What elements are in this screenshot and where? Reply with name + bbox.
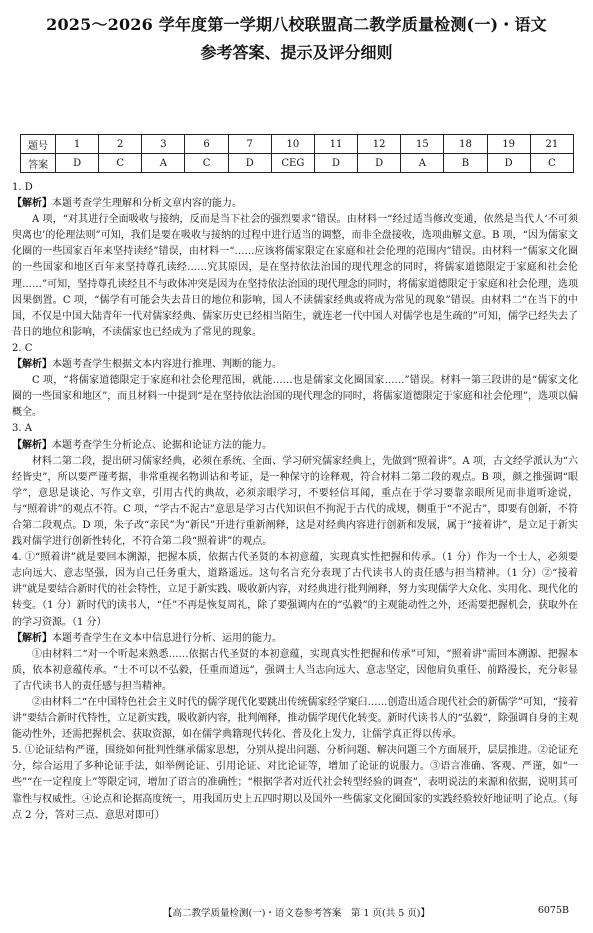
answer-table-row-numbers xyxy=(21,135,574,154)
question-answer-line: 5. ①论证结构严谨，围绕如何批判性继承儒家思想，分别从提出问题、分析问题、解决问题三个方面展开，层层推进。②论证充分，综合运用了多种论证手法，如举例论证、引用论证、对比论证等，增加了论证的说服力。③语言准确、客观、严谨，如“一些”“在一定程度上”等限定词，增加了语言的准确性；“根据学者对近代社会转型经验的调查”，表明说法的来源和依据，说明其可靠性与权威性。④论点和论据高度统一，用我国历史上五四时期以及国外一些儒家文化圈国家的实践经验较好地证明了论点。（每点 2 分，答对三点、意思对即可） xyxy=(12,745,578,821)
analysis-text: 本题考查学生根据文本内容进行推理、判断的能力。 xyxy=(52,359,282,371)
explanation-paragraph: ②由材料二“在中国特色社会主义时代的儒学现代化要跳出传统儒家经学窠臼……创造出适合现代社会的新儒学”可知，“接着讲”要结合新时代特性，立足新实践，吸收新内容，批判阐释，推动儒学现代化转变。新时代读书人的“弘毅”，除强调自身的主观能动性外，还需把握机会、获取资源，如在儒学典籍现代转化、普及化上发力，让儒学真正得以传承。 xyxy=(12,697,578,741)
question-number-cell: 10 xyxy=(271,135,314,154)
analysis-text: 本题考查学生理解和分析文章内容的能力。 xyxy=(52,198,242,210)
answer-cell: A xyxy=(401,154,444,173)
footer-code: 6075B xyxy=(537,905,569,916)
question-answer-line: 4. ①“照着讲”就是要回本溯源，把握本质，依据古代圣贤的本初意蕴，实现真实性把握和传承。（1 分）作为一个士人，必须要志向远大、意志坚强，因为自己任务重大，道路遥远。这句名言充分表现了古代读书人的责任感与担当精神。（1 分）②“接着讲”就是要结合新时代的社会特性，立足于新实践、吸收新内容，对经典进行批判阐释，努力实现儒学大众化、实用化、现代化的转变。（1 分）新时代的读书人，“任”不再是恢复周礼，除了要强调内在的“弘毅”的主观能动性之外，还需要把握机会，获取外在的学习资源。（1 分） xyxy=(12,552,578,628)
analysis-tag: 【解析】 xyxy=(12,359,52,371)
answer-table-row-answers xyxy=(21,154,574,173)
answer-cell: A xyxy=(142,154,185,173)
analysis-line xyxy=(12,357,578,373)
question-answer-line: 3. A xyxy=(12,423,32,435)
question-answer-line: 2. C xyxy=(12,342,33,354)
answer-table-header-number: 题号 xyxy=(21,135,56,154)
question-number-cell: 7 xyxy=(228,135,271,154)
question-number-cell: 1 xyxy=(56,135,99,154)
answer-table xyxy=(20,134,574,173)
question-number-cell: 21 xyxy=(530,135,573,154)
explanation-paragraph: 材料二第二段，提出研习儒家经典，必须在系统、全面、学习研究儒家经典上，先做到“照着讲”。A 项，古文经学派认为“六经皆史”，所以要严谨考据，非常重视名物训诂和考证，是一种保守的诠释观，符合材料二第二段的观点。B 项，颜之推强调“眼学”，意思是谈论、写作文章，引用古代的典故，必须亲眼学习，不要轻信耳闻，重点在于学习要靠亲眼所见而非道听途说，与“照着讲”的观点不符。C 项，“学古不泥古”意思是学习古代知识但不拘泥于古代的成规，侧重于“不泥古”，即要有创新，不符合第二段观点。D 项，朱子改“亲民”为“新民”开进行重新阐释，这是对经典内容进行创新和发展，属于“接着讲”，是立足于新实践对儒学进行创新性转化，不符合第二段“照着讲”的观点。 xyxy=(12,455,578,548)
answer-cell: D xyxy=(358,154,401,173)
analysis-tag: 【解析】 xyxy=(12,632,52,644)
analysis-line xyxy=(12,631,578,647)
question-number-cell: 2 xyxy=(99,135,142,154)
document-subtitle: 参考答案、提示及评分细则 xyxy=(200,43,393,62)
answer-cell: C xyxy=(185,154,228,173)
question-number-cell: 11 xyxy=(314,135,357,154)
answer-cell: C xyxy=(530,154,573,173)
question-number-cell: 12 xyxy=(358,135,401,154)
question-number-cell: 15 xyxy=(401,135,444,154)
explanation-paragraph: A 项，“对其进行全面吸收与接纳，反而是当下社会的强烈要求”错误。由材料一“经过适当修改变通，依然是当代人‘不可须臾离也’的伦理法则”可知，我们是要在吸收与接纳的过程中进行适当的调整，而非全盘接收，选项曲解文意。B 项，“因为儒家文化圈的一些国家百年来坚持读经”错误，由材料一“……应该将儒家限定在家庭和社会伦理的范围内”错误。由材料一“儒家文化圈的一些国家和地区百年来坚持尊孔读经……究其原因，是在坚持依法治国的现代理念的同时，将儒家道德限定于家庭和社会伦理……”可知，坚持尊孔读经且不与政体冲突是因为在坚持依法治国的现代理念的同时，将儒家道德限定于家庭和社会伦理，选项因果倒置。C 项，“儒学有可能会失去昔日的地位和影响，国人不读儒家经典或将成为常见的现象”错误。由材料二“在当下的中国，不仅是中国大陆青年一代对儒家经典、儒家历史已经相当陌生，就连老一代中国人对儒学也是生疏的”可知，儒学已经失去了昔日的地位和影响，不读儒家也已经成为了常见的现象。 xyxy=(12,214,578,338)
explanation-paragraph: ①由材料二“对一个听起来熟悉……依据古代圣贤的本初意蕴，实现真实性把握和传承”可知，“照着讲”需回本溯源、把握本质，依本初意蕴传承。“士不可以不弘毅，任重而道远”，强调士人当志向远大、意志坚定，因他肩负重任、前路漫长，充分彰显了古代读书人的责任感与担当精神。 xyxy=(12,648,578,692)
analysis-line xyxy=(12,438,578,454)
document-title: 2025～2026 学年度第一学期八校联盟高二教学质量检测(一)・语文 xyxy=(46,15,547,34)
footer-page-info: 【高二教学质量检测(一)・语文卷参考答案 第 1 页(共 5 页)】 xyxy=(163,908,430,919)
answer-cell: B xyxy=(444,154,487,173)
answer-cell: D xyxy=(228,154,271,173)
analysis-text: 本题考查学生分析论点、论据和论证方法的能力。 xyxy=(52,439,272,451)
analysis-tag: 【解析】 xyxy=(12,198,52,210)
analysis-tag: 【解析】 xyxy=(12,439,52,451)
answer-cell: D xyxy=(487,154,530,173)
answer-explanations xyxy=(12,180,578,824)
question-number-cell: 3 xyxy=(142,135,185,154)
analysis-line xyxy=(12,196,578,212)
answer-cell: D xyxy=(314,154,357,173)
question-answer-line: 1. D xyxy=(12,182,33,193)
answer-cell: CEG xyxy=(271,154,314,173)
question-number-cell: 19 xyxy=(487,135,530,154)
analysis-text: 本题考查学生在文本中信息进行分析、运用的能力。 xyxy=(52,632,282,644)
answer-cell: D xyxy=(56,154,99,173)
answer-table-header-answer: 答案 xyxy=(21,154,56,173)
question-number-cell: 18 xyxy=(444,135,487,154)
question-number-cell: 6 xyxy=(185,135,228,154)
explanation-paragraph: C 项，“将儒家道德限定于家庭和社会伦理范围，就能……也是儒家文化圈国家……”错误。材料一第三段讲的是“儒家文化圈的一些国家和地区”，而且材料一中提到“是在坚持依法治国的现代理念的同时，将儒家道德限定于家庭和社会伦理”，选项以偏概全。 xyxy=(12,375,578,419)
answer-cell: C xyxy=(99,154,142,173)
